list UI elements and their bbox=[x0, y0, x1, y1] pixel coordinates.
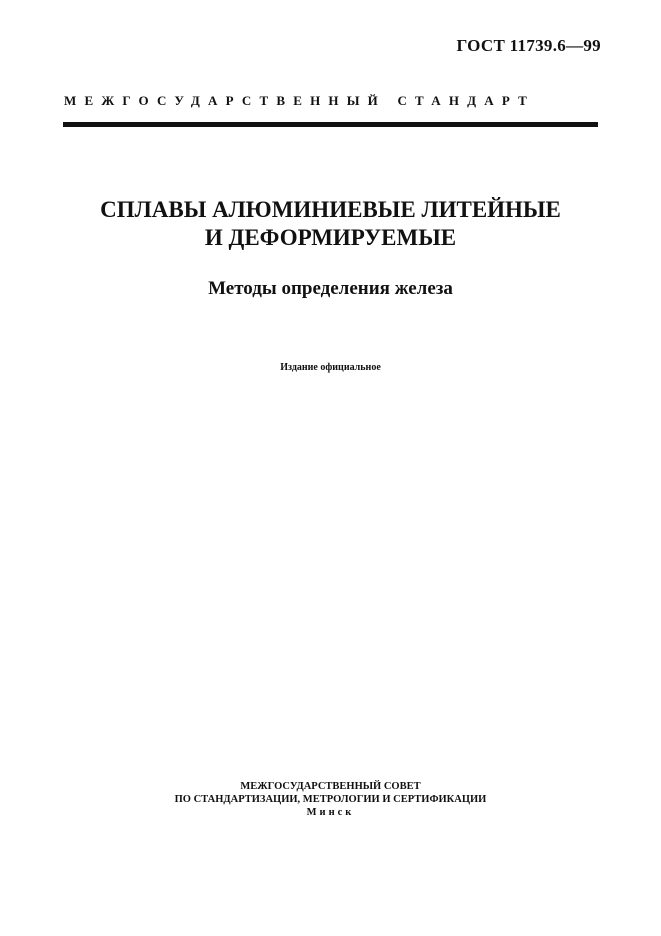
edition-label: Издание официальное bbox=[280, 362, 381, 373]
publisher-block bbox=[0, 780, 661, 819]
title-line-2: И ДЕФОРМИРУЕМЫЕ bbox=[204, 225, 457, 250]
publisher-line-2: ПО СТАНДАРТИЗАЦИИ, МЕТРОЛОГИИ И СЕРТИФИКАЦИИ bbox=[174, 794, 487, 805]
standard-type-heading: МЕЖГОСУДАРСТВЕННЫЙ СТАНДАРТ bbox=[64, 93, 536, 108]
header-rule bbox=[63, 122, 598, 127]
document-code: ГОСТ 11739.6—99 bbox=[456, 36, 601, 55]
publisher-city: Минск bbox=[306, 807, 355, 818]
document-subtitle: Методы определения железа bbox=[208, 278, 453, 299]
publisher-line-1: МЕЖГОСУДАРСТВЕННЫЙ СОВЕТ bbox=[240, 781, 421, 792]
document-title bbox=[0, 196, 661, 252]
title-line-1: СПЛАВЫ АЛЮМИНИЕВЫЕ ЛИТЕЙНЫЕ bbox=[100, 197, 561, 222]
